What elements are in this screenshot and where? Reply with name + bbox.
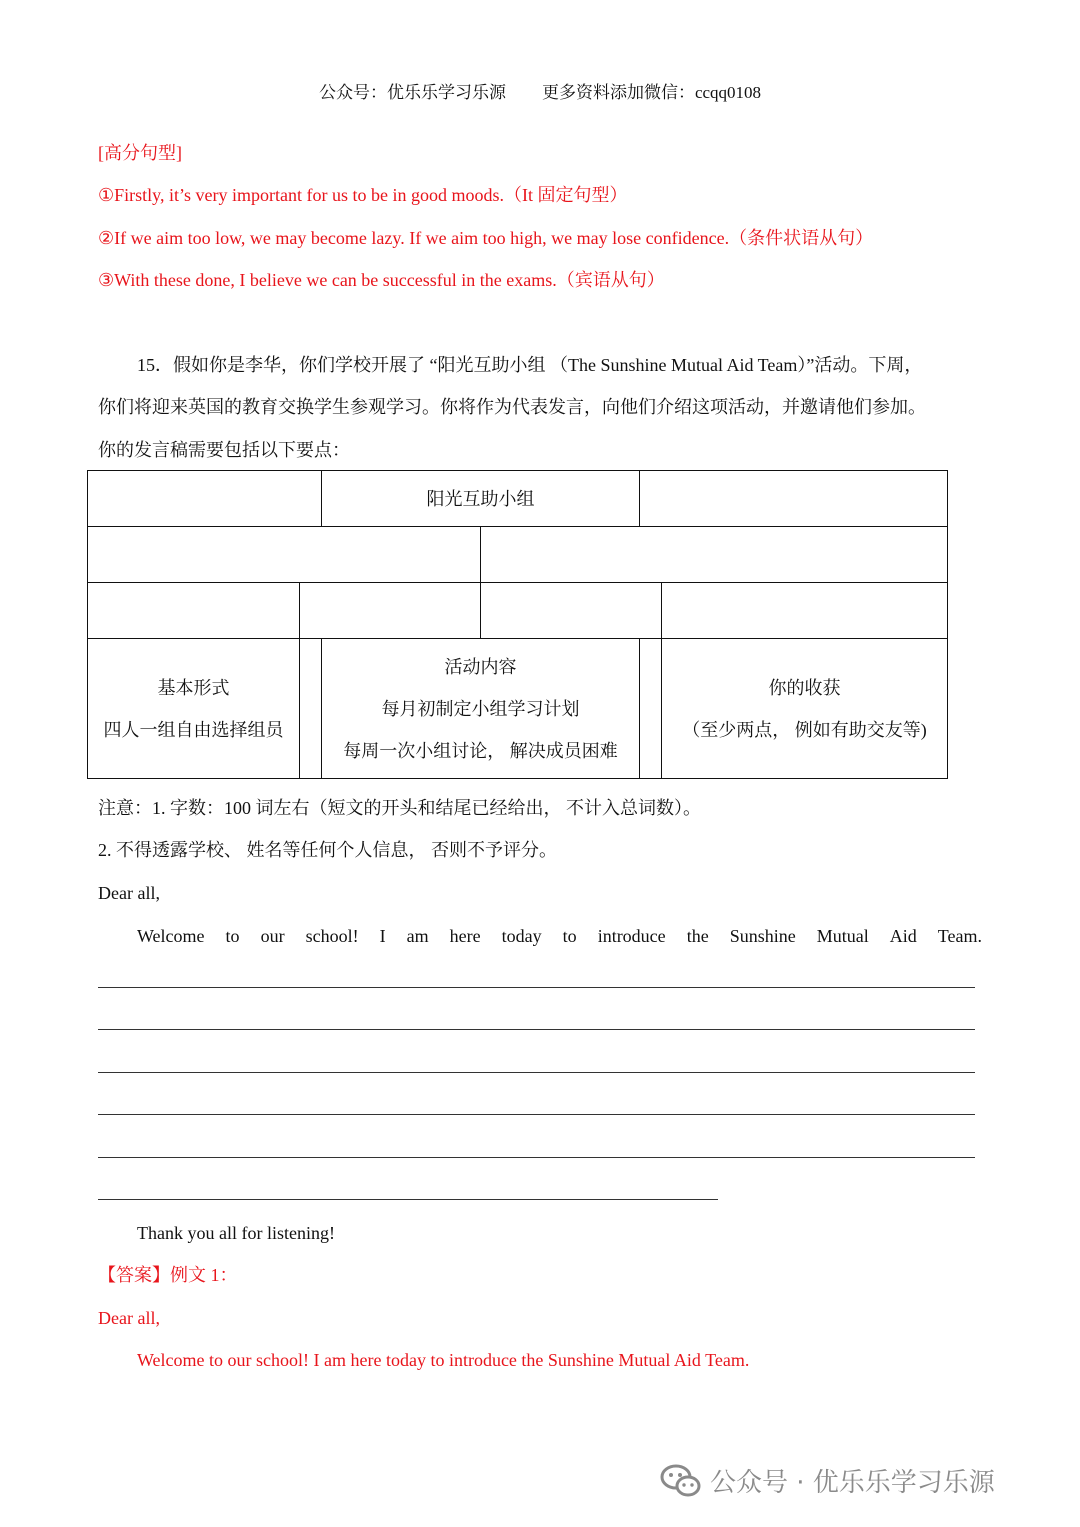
answer-line[interactable] (98, 987, 975, 988)
letter-closing: Thank you all for listening! (137, 1223, 335, 1243)
activity-content-title: 活动内容 (444, 656, 517, 677)
header-wechat: 更多资料添加微信：ccqq0108 (541, 83, 762, 102)
opening-word: today (501, 926, 542, 946)
opening-word: Team. (937, 926, 982, 946)
opening-word: introduce (597, 926, 666, 946)
table-cell-empty (640, 639, 662, 779)
opening-word: I (379, 926, 386, 946)
activity-content-item-1: 每月初制定小组学习计划 (381, 698, 580, 719)
answer-line[interactable] (98, 1114, 975, 1115)
table-cell-empty (300, 583, 481, 639)
basic-form-title: 基本形式 (157, 677, 230, 698)
table-cell-empty (300, 639, 322, 779)
opening-word: here (449, 926, 481, 946)
opening-word: Aid (889, 926, 917, 946)
opening-word: our (260, 926, 285, 946)
opening-word: to (225, 926, 240, 946)
wechat-icon (660, 1463, 702, 1499)
table-cell-gains (662, 639, 948, 779)
high-score-sentence-3: ③With these done, I believe we can be successful in the exams.（宾语从句） (98, 270, 665, 290)
gains-title: 你的收获 (768, 677, 841, 698)
high-score-title: [高分句型] (98, 143, 182, 163)
table-cell-basic-form (88, 639, 300, 779)
table-cell-empty (88, 527, 481, 583)
opening-word: am (406, 926, 429, 946)
basic-form-detail: 四人一组自由选择组员 (103, 719, 284, 740)
table-cell-empty (481, 583, 662, 639)
opening-word: the (686, 926, 709, 946)
opening-word: school! (305, 926, 359, 946)
table-title: 阳光互助小组 (322, 471, 640, 527)
gains-detail: （至少两点， 例如有助交友等) (682, 719, 927, 740)
watermark (660, 1462, 995, 1499)
table-cell-empty (640, 471, 948, 527)
opening-word: Mutual (816, 926, 869, 946)
answer-label: 【答案】例文 1： (98, 1265, 238, 1285)
question-line-2: 你们将迎来英国的教育交换学生参观学习。你将作为代表发言，向他们介绍这项活动，并邀请他们参加。 (98, 397, 926, 417)
letter-greeting: Dear all, (98, 883, 160, 903)
watermark-text: 公众号 · 优乐乐学习乐源 (710, 1468, 995, 1498)
answer-line[interactable] (98, 1157, 975, 1158)
note-1: 注意：1. 字数：100 词左右（短文的开头和结尾已经给出， 不计入总词数）。 (98, 798, 701, 818)
activity-content-item-2: 每周一次小组讨论， 解决成员困难 (343, 740, 618, 761)
header-account: 公众号：优乐乐学习乐源 (318, 83, 506, 102)
note-2: 2. 不得透露学校、 姓名等任何个人信息， 否则不予评分。 (98, 840, 557, 860)
opening-word: Sunshine (729, 926, 796, 946)
letter-opening (137, 925, 982, 947)
question-line-1: 15．假如你是李华，你们学校开展了 “阳光互助小组 （The Sunshine Mutual Aid Team）”活动。下周， (137, 355, 923, 375)
opening-word: Welcome (137, 926, 205, 946)
answer-line[interactable] (98, 1072, 975, 1073)
table-cell-activity-content (322, 639, 640, 779)
high-score-sentence-2: ②If we aim too low, we may become lazy. If we aim too high, we may lose confidence.（条件状语从句） (98, 228, 874, 248)
answer-line[interactable] (98, 1199, 718, 1200)
page-header (0, 78, 1080, 103)
question-line-3: 你的发言稿需要包括以下要点： (98, 440, 350, 460)
answer-line[interactable] (98, 1029, 975, 1030)
table-cell-empty (481, 527, 948, 583)
opening-word: to (562, 926, 577, 946)
table-cell-empty (88, 471, 322, 527)
points-table (87, 470, 948, 779)
answer-opening: Welcome to our school! I am here today to introduce the Sunshine Mutual Aid Team. (137, 1350, 750, 1370)
table-cell-empty (662, 583, 948, 639)
answer-greeting: Dear all, (98, 1308, 160, 1328)
high-score-sentence-1: ①Firstly, it’s very important for us to be in good moods.（It 固定句型） (98, 185, 628, 205)
table-cell-empty (88, 583, 300, 639)
